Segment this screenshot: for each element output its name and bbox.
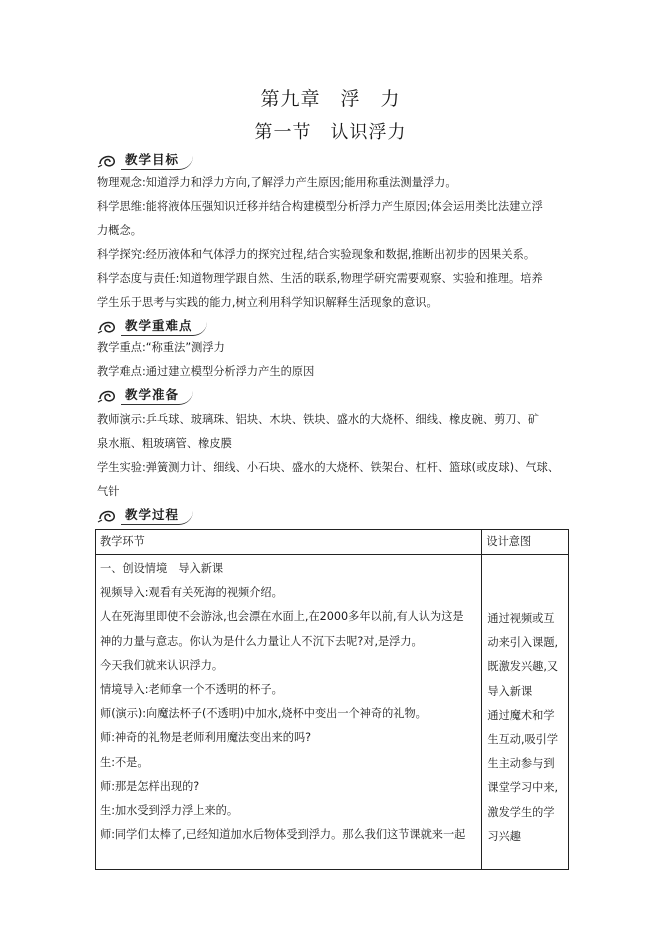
objectives-line: 力概念。 — [97, 224, 142, 237]
preparation-line: 泉水瓶、粗玻璃管、橡皮膜 — [97, 437, 232, 450]
process-table — [95, 529, 569, 870]
content-line: 师:那是怎样出现的? — [100, 779, 200, 793]
keypoints-heading-label: 教学重难点 — [121, 317, 207, 336]
content-line: 生:不是。 — [100, 755, 149, 769]
header-left-label: 教学环节 — [100, 535, 145, 548]
table-cell-intent — [482, 555, 569, 870]
keypoints-line: 教学难点:通过建立模型分析浮力产生的原因 — [97, 365, 315, 378]
intent-line: 生主动参与到 — [487, 757, 555, 771]
content-line: 师:神奇的礼物是老师利用魔法变出来的吗? — [100, 731, 312, 745]
swirl-icon — [97, 152, 119, 170]
header-right-label: 设计意图 — [486, 535, 532, 548]
content-line: 人在死海里即使不会游泳,也会漂在水面上,在2000多年以前,有人认为这是 — [100, 610, 464, 624]
intent-line: 课堂学习中来, — [487, 781, 559, 795]
table-header-row — [96, 530, 569, 555]
content-line: 今天我们就来认识浮力。 — [100, 658, 224, 672]
preparation-line: 学生实验:弹簧测力计、细线、小石块、盛水的大烧杯、铁架台、杠杆、篮球(或皮球)、气球、 — [97, 461, 560, 474]
intent-line: 既激发兴趣,又 — [487, 660, 559, 674]
swirl-icon — [97, 507, 119, 525]
objectives-line: 科学探究:经历液体和气体浮力的探究过程,结合实验现象和数据,推断出初步的因果关系。 — [97, 248, 536, 261]
preparation-heading-label: 教学准备 — [121, 386, 193, 405]
preparation-line: 教师演示:乒乓球、玻璃珠、铝块、木块、铁块、盛水的大烧杯、细线、橡皮碗、剪刀、矿 — [97, 413, 540, 426]
process-heading — [97, 505, 193, 526]
content-line: 神的力量与意志。你认为是什么力量让人不沉下去呢?对,是浮力。 — [100, 634, 423, 648]
table-header-cell — [482, 530, 569, 555]
objectives-text — [97, 171, 567, 315]
preparation-heading — [97, 385, 193, 406]
content-line: 一、创设情境 导入新课 — [100, 562, 224, 575]
intent-line: 通过视频或互 — [487, 612, 555, 625]
preparation-line: 气针 — [97, 485, 120, 498]
objectives-line: 科学思维:能将液体压强知识迁移并结合构建模型分析浮力产生原因;体会运用类比法建立浮 — [97, 200, 543, 213]
content-line: 师:同学们太棒了,已经知道加水后物体受到浮力。那么我们这节课就来一起 — [100, 828, 466, 842]
objectives-heading-label: 教学目标 — [121, 151, 193, 170]
section-title: 第一节 认识浮力 — [254, 122, 407, 143]
intent-line: 通过魔术和学 — [487, 708, 555, 722]
process-heading-label: 教学过程 — [121, 506, 193, 525]
intent-line: 动来引入课题, — [487, 636, 559, 650]
objectives-line: 物理观念:知道浮力和浮力方向,了解浮力产生原因;能用称重法测量浮力。 — [97, 176, 457, 189]
preparation-text — [97, 408, 567, 504]
intent-line: 激发学生的学 — [487, 805, 555, 819]
keypoints-heading — [97, 316, 207, 337]
table-row — [96, 555, 569, 870]
table-header-cell — [96, 530, 482, 555]
keypoints-line: 教学重点:“称重法”测浮力 — [97, 341, 225, 354]
chapter-title: 第九章 浮 力 — [260, 88, 401, 110]
content-line: 情境导入:老师拿一个不透明的杯子。 — [100, 683, 283, 697]
content-line: 师(演示):向魔法杯子(不透明)中加水,烧杯中变出一个神奇的礼物。 — [100, 707, 427, 721]
table-cell-content — [96, 555, 482, 870]
content-line: 视频导入:观看有关死海的视频介绍。 — [100, 586, 283, 600]
swirl-icon — [97, 318, 119, 336]
intent-line: 生互动,吸引学 — [487, 733, 559, 747]
intent-line: 导入新课 — [487, 684, 533, 698]
objectives-heading — [97, 150, 193, 171]
swirl-icon — [97, 387, 119, 405]
intent-line: 习兴趣 — [487, 829, 521, 843]
content-line: 生:加水受到浮力浮上来的。 — [100, 804, 239, 818]
objectives-line: 学生乐于思考与实践的能力,树立利用科学知识解释生活现象的意识。 — [97, 296, 438, 309]
objectives-line: 科学态度与责任:知道物理学跟自然、生活的联系,物理学研究需要观察、实验和推理。培养 — [97, 272, 543, 285]
keypoints-text — [97, 336, 567, 384]
